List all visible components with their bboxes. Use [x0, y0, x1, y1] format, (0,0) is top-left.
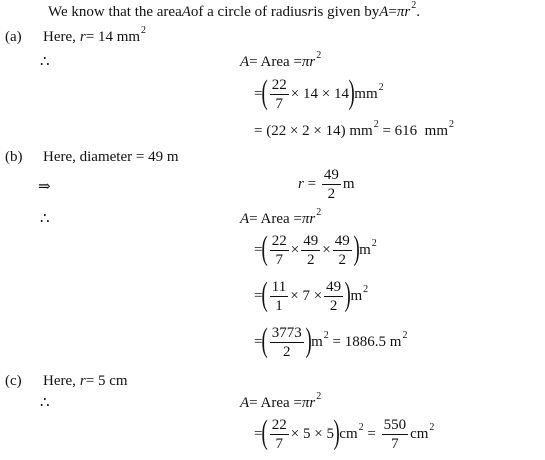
- fraction: [301, 232, 320, 269]
- equals: =: [363, 426, 380, 442]
- right-paren: ): [333, 413, 340, 451]
- var-A: A: [240, 211, 250, 227]
- denominator: 2: [307, 252, 315, 268]
- part-a-header: [5, 24, 147, 45]
- numerator: 49: [323, 167, 339, 183]
- left-paren: (: [262, 275, 269, 313]
- intro-text: of a circle of radius: [190, 4, 308, 20]
- therefore-glyph: ∴: [40, 395, 50, 411]
- right-paren: ): [344, 275, 351, 313]
- part-b-line3: [254, 275, 369, 315]
- exponent: 2: [316, 206, 322, 218]
- implies-glyph: ⇒: [38, 179, 51, 195]
- denominator: 7: [275, 252, 284, 268]
- exponent: 2: [378, 81, 384, 93]
- part-b-line4: [254, 321, 408, 361]
- fraction: [270, 76, 289, 113]
- var-A: A: [379, 4, 389, 20]
- unit: mm: [354, 86, 378, 102]
- times-sign: ×: [322, 242, 331, 258]
- unit: m: [311, 334, 323, 350]
- right-paren: ): [353, 229, 360, 267]
- exponent: 2: [373, 118, 379, 130]
- denominator: 1: [275, 298, 283, 314]
- fraction: [270, 232, 289, 269]
- part-b-line2: [254, 229, 377, 269]
- product-text: × 5 × 5: [290, 426, 334, 442]
- left-paren: (: [262, 229, 269, 267]
- var-r: r: [309, 211, 316, 227]
- equals: =: [254, 288, 263, 304]
- numerator: 11: [271, 279, 287, 295]
- area-text: = Area =: [249, 211, 302, 227]
- numerator: 3773: [271, 325, 302, 341]
- exponent: 2: [429, 421, 435, 433]
- part-b-header: [5, 150, 179, 165]
- part-label: (a): [5, 29, 22, 45]
- part-c-header: [5, 374, 128, 389]
- var-A: A: [181, 4, 191, 20]
- equals: =: [254, 426, 263, 442]
- exponent: 2: [358, 421, 364, 433]
- part-c-line2: [254, 413, 435, 453]
- value-text: = 14 mm: [85, 29, 141, 45]
- exponent: 2: [411, 0, 417, 11]
- fraction: [382, 416, 409, 453]
- fraction: [324, 278, 343, 315]
- left-paren: (: [262, 73, 269, 111]
- implies-symbol: [38, 180, 51, 195]
- intro-text: We know that the area: [48, 4, 182, 20]
- product-text: = (22 × 2 × 14) mm: [254, 123, 373, 139]
- equals: =: [388, 4, 397, 20]
- value-text: = 5 cm: [85, 373, 128, 389]
- left-paren: (: [262, 413, 269, 451]
- product-text: × 14 × 14: [290, 86, 349, 102]
- var-r: r: [309, 54, 316, 70]
- denominator: 7: [275, 96, 284, 112]
- therefore-symbol: [40, 212, 50, 227]
- denominator: 2: [329, 298, 338, 314]
- product-text: × 7 ×: [290, 288, 323, 304]
- part-a-line3: [254, 118, 455, 139]
- fraction: [333, 232, 352, 269]
- part-a-line1: [240, 49, 322, 70]
- equals: =: [254, 242, 263, 258]
- exponent: 2: [141, 24, 147, 36]
- unit: m: [359, 242, 371, 258]
- numerator: 550: [383, 417, 407, 433]
- equals: =: [254, 86, 263, 102]
- therefore-symbol: [40, 396, 50, 411]
- exponent: 2: [316, 49, 322, 61]
- part-a-line2: [254, 73, 384, 113]
- numerator: 22: [271, 417, 287, 433]
- here-text: Here, diameter = 49 m: [43, 149, 179, 165]
- area-text: = Area =: [249, 395, 302, 411]
- therefore-glyph: ∴: [40, 211, 50, 227]
- area-text: = Area =: [249, 54, 302, 70]
- var-r: r: [79, 29, 86, 45]
- pi-symbol: π: [301, 211, 310, 227]
- here-text: Here,: [43, 29, 76, 45]
- var-r: r: [307, 4, 314, 20]
- denominator: 2: [338, 252, 346, 268]
- equals: =: [254, 334, 263, 350]
- intro-text: is given by: [313, 4, 380, 20]
- fraction: [322, 166, 341, 203]
- right-paren: ): [305, 321, 312, 359]
- denominator: 7: [275, 436, 284, 452]
- unit: cm: [339, 426, 358, 442]
- unit: cm: [410, 426, 429, 442]
- pi-symbol: π: [301, 395, 310, 411]
- numerator: 49: [303, 233, 319, 249]
- exponent: 2: [371, 237, 377, 249]
- exponent: 2: [363, 283, 369, 295]
- left-paren: (: [262, 321, 269, 359]
- numerator: 49: [326, 279, 342, 295]
- part-label: (b): [5, 149, 23, 165]
- pi-symbol: π: [301, 54, 310, 70]
- var-A: A: [240, 395, 250, 411]
- var-A: A: [240, 54, 250, 70]
- var-r: r: [79, 373, 86, 389]
- result-text: = 616 mm: [378, 123, 449, 139]
- equals: =: [303, 176, 320, 192]
- exponent: 2: [402, 329, 408, 341]
- exponent: 2: [323, 329, 329, 341]
- part-b-line1: [240, 206, 322, 227]
- numerator: 22: [271, 233, 287, 249]
- unit: m: [350, 288, 363, 304]
- intro-line: [48, 0, 420, 20]
- unit: m: [342, 176, 355, 192]
- numerator: 49: [334, 233, 350, 249]
- part-c-line1: [240, 390, 322, 411]
- therefore-symbol: [40, 55, 50, 70]
- part-b-rline: [298, 166, 354, 203]
- pi-symbol: π: [396, 4, 405, 20]
- times-sign: ×: [290, 242, 300, 258]
- therefore-glyph: ∴: [40, 54, 50, 70]
- numerator: 22: [271, 77, 287, 93]
- part-label: (c): [5, 373, 22, 389]
- fraction: [270, 278, 288, 315]
- fraction: [270, 324, 304, 361]
- denominator: 2: [283, 344, 291, 360]
- denominator: 7: [391, 436, 399, 452]
- result-text: = 1886.5 m: [328, 334, 402, 350]
- fraction: [270, 416, 289, 453]
- var-r: r: [309, 395, 316, 411]
- exponent: 2: [316, 390, 322, 402]
- right-paren: ): [348, 73, 355, 111]
- var-r: r: [404, 4, 411, 20]
- here-text: Here,: [43, 373, 76, 389]
- exponent: 2: [449, 118, 455, 130]
- period: .: [416, 4, 420, 20]
- denominator: 2: [327, 186, 336, 202]
- var-r: r: [298, 176, 304, 192]
